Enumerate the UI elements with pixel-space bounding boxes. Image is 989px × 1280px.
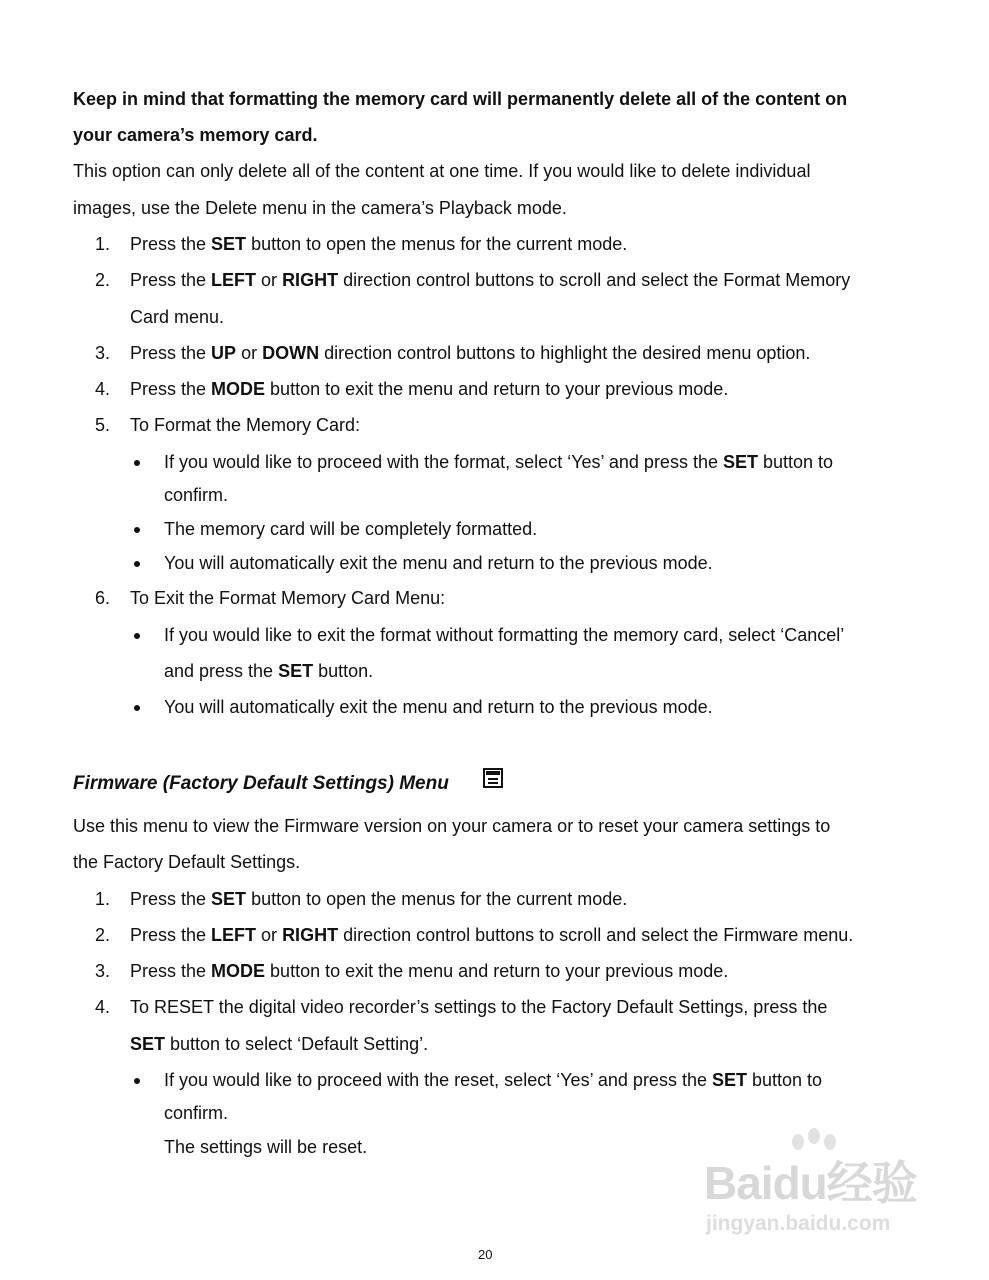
- exit-bullet-1: If you would like to exit the format without formatting the memory card, select ‘Cancel’: [164, 625, 845, 645]
- format-step-2: Press the LEFT or RIGHT direction control buttons to scroll and select the Format Memory: [130, 270, 851, 290]
- bullet-dot: [134, 527, 140, 533]
- format-bullet-2: The memory card will be completely formatted.: [164, 519, 538, 539]
- firmware-step-2: Press the LEFT or RIGHT direction control buttons to scroll and select the Firmware menu.: [130, 925, 854, 945]
- format-step-1: Press the SET button to open the menus for the current mode.: [130, 234, 628, 254]
- firmware-step-1: Press the SET button to open the menus for the current mode.: [130, 889, 628, 909]
- format-step-1-number: 1.: [95, 234, 111, 254]
- intro-paragraph-line-2: images, use the Delete menu in the camera’s Playback mode.: [73, 198, 567, 218]
- format-step-3-number: 3.: [95, 343, 111, 363]
- format-step-5: To Format the Memory Card:: [130, 415, 361, 435]
- bullet-dot: [134, 561, 140, 567]
- bullet-dot: [134, 633, 140, 639]
- firmware-step-3: Press the MODE button to exit the menu and return to your previous mode.: [130, 961, 729, 981]
- firmware-step-2-number: 2.: [95, 925, 111, 945]
- bullet-dot: [134, 460, 140, 466]
- format-step-2-continued: Card menu.: [130, 307, 225, 327]
- exit-bullet-2: You will automatically exit the menu and return to the previous mode.: [164, 697, 713, 717]
- format-step-3: Press the UP or DOWN direction control buttons to highlight the desired menu option.: [130, 343, 811, 363]
- firmware-step-1-number: 1.: [95, 889, 111, 909]
- warning-line-2: your camera’s memory card.: [73, 125, 318, 145]
- page-number: 20: [478, 1247, 493, 1262]
- baidu-watermark: [700, 1128, 940, 1248]
- watermark-logo: Baidu经验: [704, 1157, 917, 1209]
- firmware-step-4-number: 4.: [95, 997, 111, 1017]
- firmware-step-4: To RESET the digital video recorder’s settings to the Factory Default Settings, press the: [130, 997, 828, 1017]
- format-step-4-number: 4.: [95, 379, 111, 399]
- intro-paragraph-line-1: This option can only delete all of the content at one time. If you would like to delete individual: [73, 161, 811, 181]
- watermark-url: jingyan.baidu.com: [706, 1212, 891, 1235]
- firmware-step-4-continued: SET button to select ‘Default Setting’.: [130, 1034, 429, 1054]
- firmware-bullet-1-continued: confirm.: [164, 1103, 229, 1123]
- exit-bullet-1-continued: and press the SET button.: [164, 661, 374, 681]
- firmware-step-3-number: 3.: [95, 961, 111, 981]
- format-step-5-number: 5.: [95, 415, 111, 435]
- firmware-paragraph-line-1: Use this menu to view the Firmware version on your camera or to reset your camera settings to: [73, 816, 831, 836]
- firmware-bullet-1: If you would like to proceed with the reset, select ‘Yes’ and press the SET button to: [164, 1070, 823, 1090]
- format-bullet-1-continued: confirm.: [164, 485, 229, 505]
- format-bullet-3: You will automatically exit the menu and return to the previous mode.: [164, 553, 713, 573]
- format-step-4: Press the MODE button to exit the menu and return to your previous mode.: [130, 379, 729, 399]
- firmware-bullet-note: The settings will be reset.: [164, 1137, 368, 1157]
- warning-line-1: Keep in mind that formatting the memory card will permanently delete all of the content on: [73, 89, 848, 109]
- firmware-section-title: Firmware (Factory Default Settings) Menu: [73, 773, 449, 794]
- format-step-6-number: 6.: [95, 588, 111, 608]
- bullet-dot: [134, 705, 140, 711]
- format-step-2-number: 2.: [95, 270, 111, 290]
- bullet-dot: [134, 1078, 140, 1084]
- firmware-paragraph-line-2: the Factory Default Settings.: [73, 852, 301, 872]
- format-bullet-1: If you would like to proceed with the format, select ‘Yes’ and press the SET button to: [164, 452, 834, 472]
- firmware-menu-icon: [483, 768, 503, 788]
- format-step-6: To Exit the Format Memory Card Menu:: [130, 588, 446, 608]
